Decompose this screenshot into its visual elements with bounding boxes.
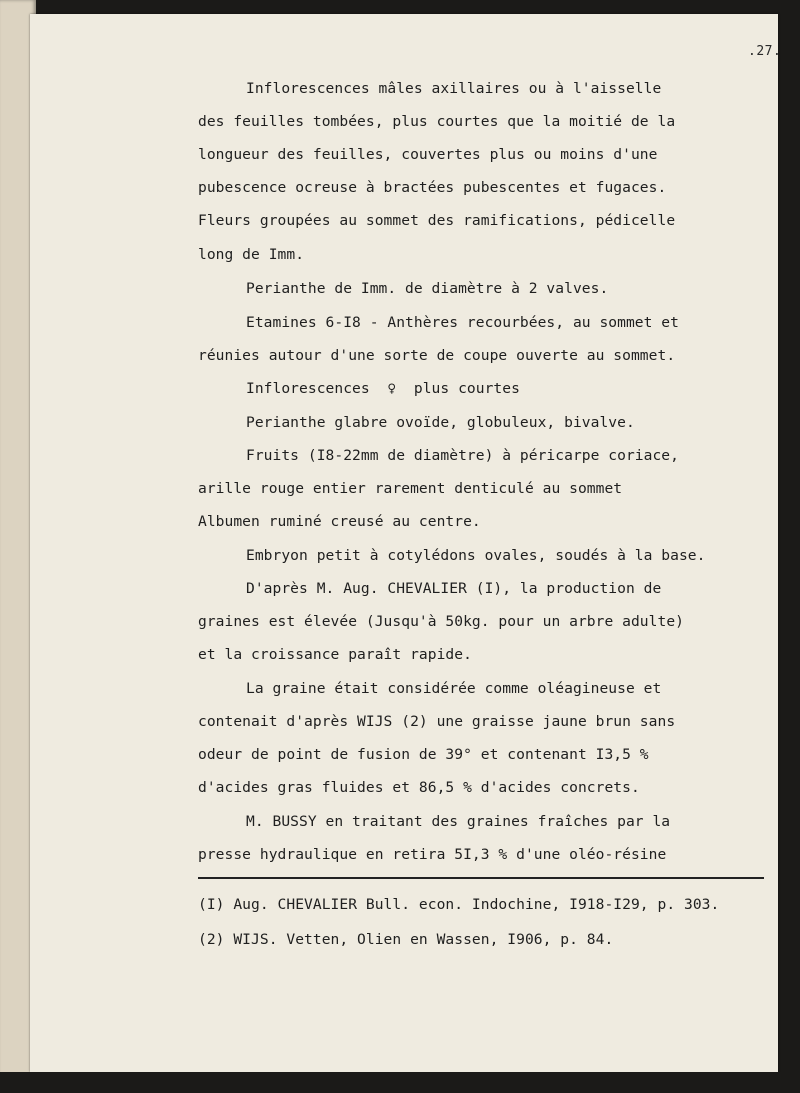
- body-line: D'après M. Aug. CHEVALIER (I), la production de: [246, 580, 662, 597]
- body-line: odeur de point de fusion de 39° et contenant I3,5 %: [198, 746, 649, 763]
- body-line: d'acides gras fluides et 86,5 % d'acides concrets.: [198, 779, 640, 796]
- body-line: Inflorescences ♀ plus courtes: [246, 380, 520, 397]
- body-line: Fleurs groupées au sommet des ramifications, pédicelle: [198, 212, 676, 229]
- page-number: .27.: [748, 44, 782, 59]
- body-line: La graine était considérée comme oléagineuse et: [246, 680, 662, 697]
- body-line: longueur des feuilles, couvertes plus ou moins d'une: [198, 146, 658, 163]
- body-line: contenait d'après WIJS (2) une graisse jaune brun sans: [198, 713, 676, 730]
- scan-bottom-edge: [0, 1072, 800, 1093]
- document-page: [30, 14, 782, 1072]
- body-line: et la croissance paraît rapide.: [198, 646, 472, 663]
- body-line: des feuilles tombées, plus courtes que la moitié de la: [198, 113, 676, 130]
- footnote-2: (2) WIJS. Vetten, Olien en Wassen, I906, p. 84.: [198, 931, 614, 948]
- body-line: presse hydraulique en retira 5I,3 % d'une oléo-résine: [198, 846, 667, 863]
- body-line: M. BUSSY en traitant des graines fraîches par la: [246, 813, 671, 830]
- body-line: graines est élevée (Jusqu'à 50kg. pour un arbre adulte): [198, 613, 684, 630]
- body-line: pubescence ocreuse à bractées pubescentes et fugaces.: [198, 179, 667, 196]
- body-line: Albumen ruminé creusé au centre.: [198, 513, 481, 530]
- body-line: long de Imm.: [198, 246, 305, 263]
- body-line: Embryon petit à cotylédons ovales, soudés à la base.: [246, 547, 706, 564]
- body-line: Fruits (I8-22mm de diamètre) à péricarpe coriace,: [246, 447, 679, 464]
- body-line: Etamines 6-I8 - Anthères recourbées, au sommet et: [246, 314, 679, 331]
- footnote-divider: [198, 877, 764, 879]
- body-line: Perianthe de Imm. de diamètre à 2 valves.: [246, 280, 609, 297]
- body-line: Perianthe glabre ovoïde, globuleux, bivalve.: [246, 414, 635, 431]
- body-line: arille rouge entier rarement denticulé au sommet: [198, 480, 623, 497]
- body-line: Inflorescences mâles axillaires ou à l'aisselle: [246, 80, 662, 97]
- body-line: réunies autour d'une sorte de coupe ouverte au sommet.: [198, 347, 676, 364]
- footnote-1: (I) Aug. CHEVALIER Bull. econ. Indochine, I918-I29, p. 303.: [198, 896, 720, 913]
